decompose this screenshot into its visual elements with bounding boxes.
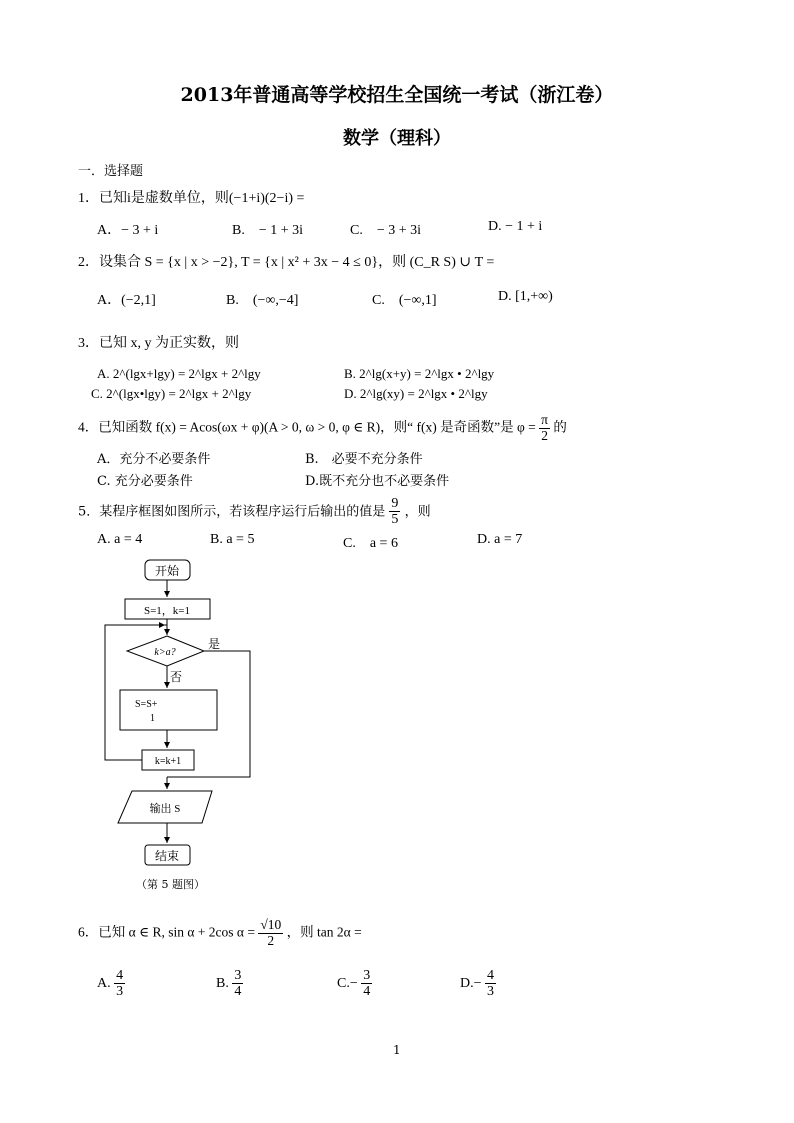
- figure-caption: （第 5 题图）: [136, 878, 205, 891]
- q3-option-d: D. 2^lg(xy) = 2^lgx • 2^lgy: [344, 386, 488, 401]
- section-heading: 一．选择题: [78, 164, 144, 179]
- q4-option-b: B. 必要不充分条件: [305, 452, 423, 467]
- q2-option-d: D. [1,+∞): [498, 289, 553, 304]
- flow-cond-label: k>a?: [154, 647, 176, 658]
- q5-stem: 5．某程序框图如图所示，若该程序运行后输出的值是 $\frac{9}{5}$ ，则: [78, 496, 431, 528]
- q4-option-c: C. 充分必要条件: [97, 474, 193, 489]
- q4-option-d: D.既不充分也不必要条件: [305, 474, 450, 489]
- q2-stem: 2．设集合 S = {x | x > −2}, T = {x | x² + 3x − 4 ≤ 0}，则 (C_R S) ∪ T =: [78, 255, 495, 270]
- flow-body-label-2: 1: [150, 713, 155, 724]
- q3-option-c: C. 2^(lgx•lgy) = 2^lgx + 2^lgy: [91, 386, 252, 401]
- page-number: 1: [393, 1043, 401, 1057]
- q5-option-b: B. a = 5: [210, 532, 255, 547]
- q3-option-b: B. 2^lg(x+y) = 2^lgx • 2^lgy: [344, 366, 495, 381]
- q6-option-a: A. $\frac{4}{3}$: [97, 968, 124, 1000]
- flow-no-label: 否: [170, 670, 183, 684]
- q1-option-b: B. − 1 + 3i: [232, 223, 304, 238]
- q5-option-a: A. a = 4: [97, 532, 143, 547]
- q6-option-b: B. $\frac{3}{4}$: [216, 968, 242, 1000]
- flow-body-label-1: S=S+: [135, 699, 158, 710]
- q5-option-d: D. a = 7: [477, 532, 523, 547]
- q6-option-c: C.− $\frac{3}{4}$: [337, 968, 371, 1000]
- q1-option-d: D. − 1 + i: [488, 219, 543, 234]
- q1-stem: 1．已知i是虚数单位，则(−1+i)(2−i) =: [78, 191, 305, 206]
- flowchart: [90, 555, 270, 870]
- q5-option-c: C. a = 6: [343, 536, 398, 551]
- q4-option-a: A．充分不必要条件: [97, 452, 211, 467]
- q3-option-a: A. 2^(lgx+lgy) = 2^lgx + 2^lgy: [97, 366, 261, 381]
- q4-fraction: $\frac{\pi}{2}$: [541, 412, 548, 443]
- flow-init-label: S=1，k=1: [143, 605, 191, 617]
- flow-body-node: [120, 690, 217, 730]
- q6-option-d: D.− $\frac{4}{3}$: [460, 968, 495, 1000]
- flow-end-label: 结束: [154, 849, 180, 863]
- q3-stem: 3．已知 x, y 为正实数，则: [78, 336, 239, 351]
- q1-option-a: A．− 3 + i: [97, 223, 159, 238]
- page-title: 2013年普通高等学校招生全国统一考试（浙江卷）: [180, 84, 614, 106]
- flow-yes-label: 是: [208, 637, 221, 651]
- q1-option-c: C. − 3 + 3i: [350, 223, 422, 238]
- q6-stem: 6．已知 α ∈ R, sin α + 2cos α = $\frac{√10}{2}$ ，则 tan 2α =: [78, 917, 362, 948]
- q6-fraction: $\frac{√10}{2}$: [260, 917, 282, 948]
- flow-start-label: 开始: [154, 564, 180, 578]
- q2-option-b: B. (−∞,−4]: [226, 293, 299, 308]
- q2-option-c: C. (−∞,1]: [372, 293, 437, 308]
- flow-output-label: 输出 S: [149, 803, 181, 815]
- flow-incr-label: k=k+1: [154, 756, 182, 767]
- q5-fraction: $\frac{9}{5}$: [391, 496, 399, 528]
- page-subtitle: 数学（理科）: [343, 128, 451, 149]
- q4-stem: 4．已知函数 f(x) = Acos(ωx + φ)(A > 0, ω > 0, φ ∈ R)，则“ f(x) 是奇函数”是 φ = $\frac{\pi}{2}$ 的: [78, 412, 567, 443]
- q2-option-a: A．(−2,1]: [97, 293, 156, 308]
